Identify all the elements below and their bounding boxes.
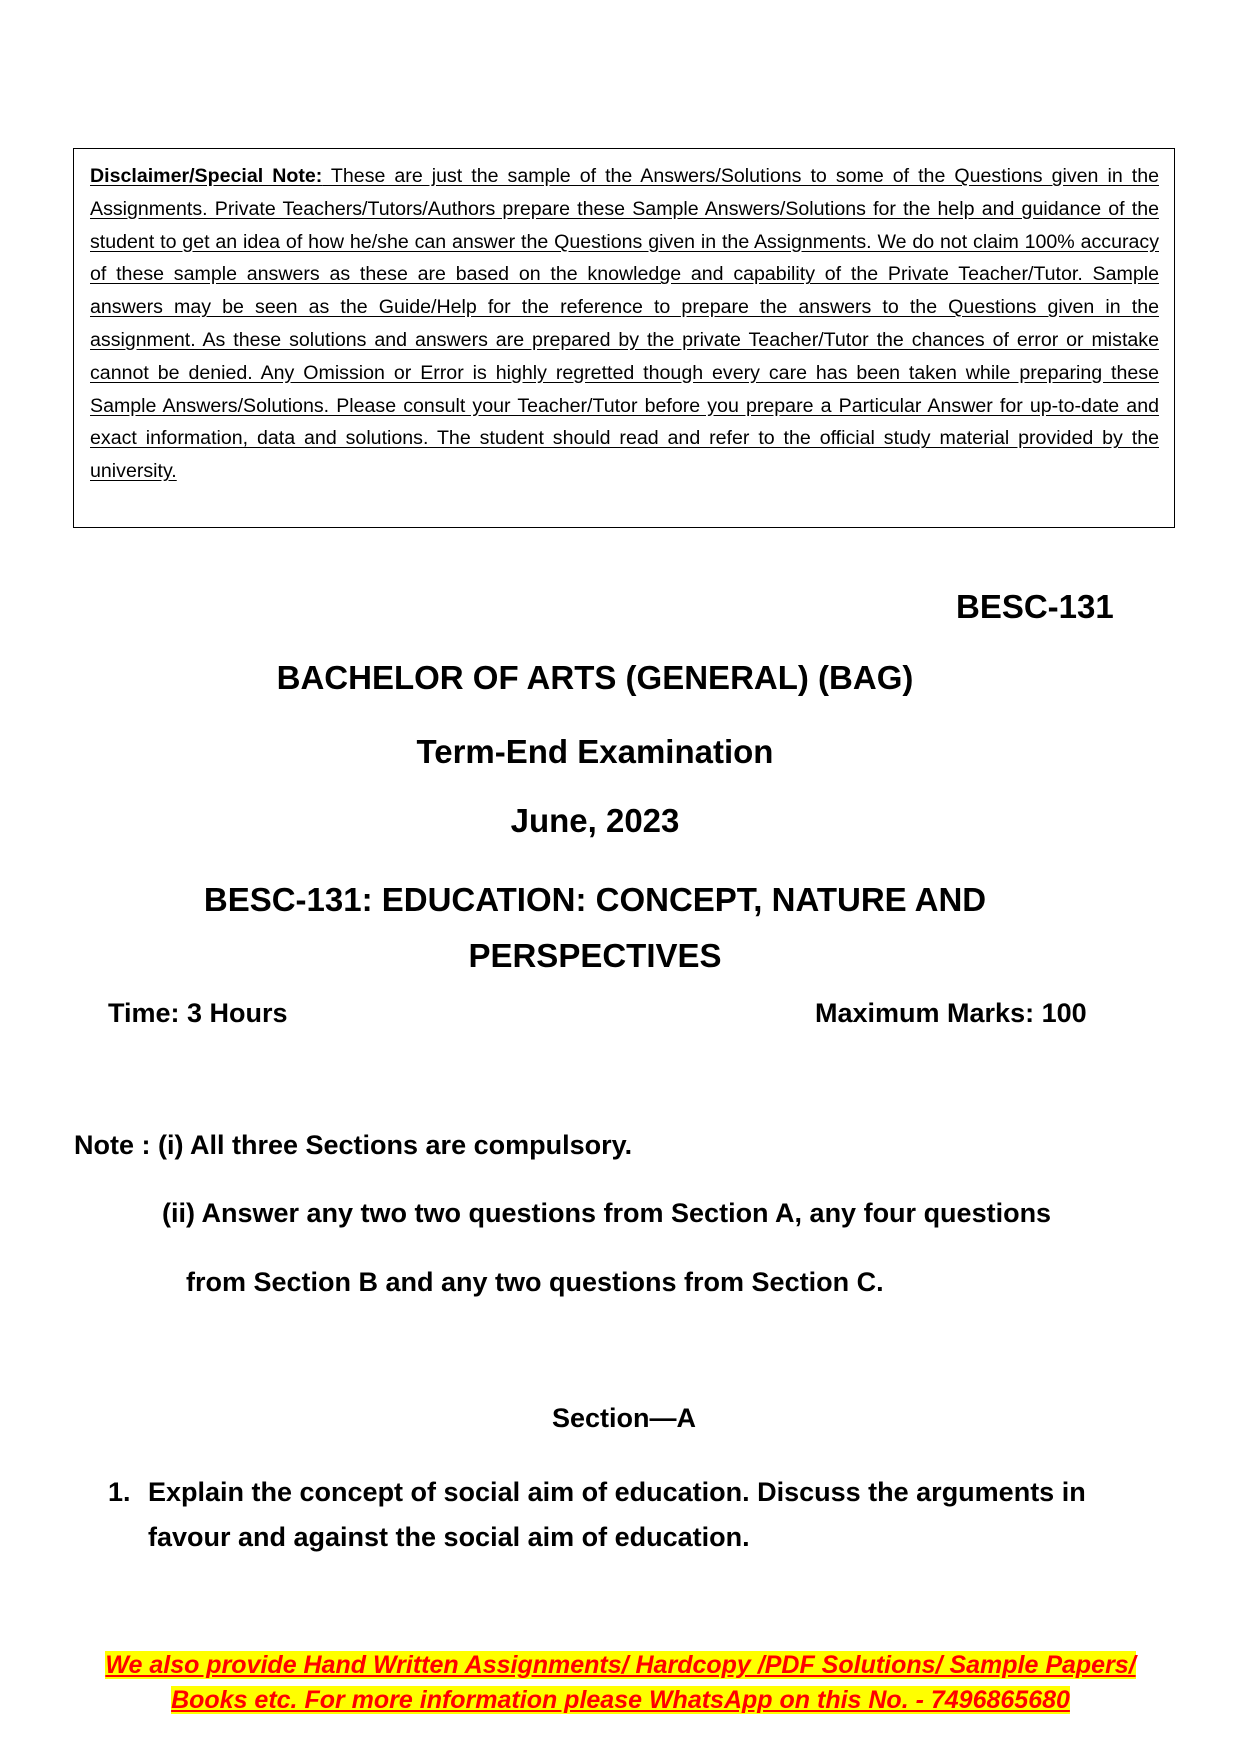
section-title: Section—A — [551, 1403, 697, 1433]
question-text: Explain the concept of social aim of education. Discuss the arguments in favour and against the social aim of education. — [148, 1477, 1086, 1552]
disclaimer-box — [73, 148, 1175, 528]
exam-date: June, 2023 — [510, 802, 680, 839]
promo-line-2: Books etc. For more information please WhatsApp on this No. - 7496865680 — [171, 1686, 1070, 1714]
promo-banner — [0, 1648, 1241, 1718]
disclaimer-text: These are just the sample of the Answers/Solutions to some of the Questions given in the Assignments. Private Teachers/Tutors/Authors prepare these Sample Answers/Solutions for the help and guidance of the student to get an idea of how he/she can answer the Questions given in the Assignments. We do not claim 100% accuracy of these sample answers as these are based on the knowledge and capability of the Private Teacher/Tutor. Sample answers may be seen as the Guide/Help for the reference to prepare the answers to the Questions given in the assignment. As these solutions and answers are prepared by the private Teacher/Tutor the chances of error or mistake cannot be denied. Any Omission or Error is highly regretted though every care has been taken while preparing these Sample Answers/Solutions. Please consult your Teacher/Tutor before you prepare a Particular Answer for up-to-date and exact information, data and solutions. The student should read and refer to the official study material provided by the university. — [90, 165, 1159, 483]
note-line-2: (ii) Answer any two two questions from Section A, any four questions — [162, 1198, 1052, 1228]
note-line-3: from Section B and any two questions from Section C. — [186, 1267, 884, 1297]
disclaimer-heading: Disclaimer/Special Note: — [90, 165, 323, 187]
course-title: BESC-131: EDUCATION: CONCEPT, NATURE AND PERSPECTIVES — [203, 881, 987, 974]
note-line-1: Note : (i) All three Sections are compulsory. — [74, 1130, 633, 1160]
exam-title: Term-End Examination — [416, 733, 774, 770]
question-number: 1. — [108, 1477, 131, 1507]
time-allowed: Time: 3 Hours — [108, 998, 288, 1028]
promo-line-1: We also provide Hand Written Assignments/ Hardcopy /PDF Solutions/ Sample Papers/ — [105, 1651, 1136, 1679]
programme-title: BACHELOR OF ARTS (GENERAL) (BAG) — [276, 659, 914, 696]
course-code: BESC-131 — [956, 588, 1114, 625]
question-item — [108, 1470, 1168, 1560]
maximum-marks: Maximum Marks: 100 — [815, 998, 1087, 1028]
